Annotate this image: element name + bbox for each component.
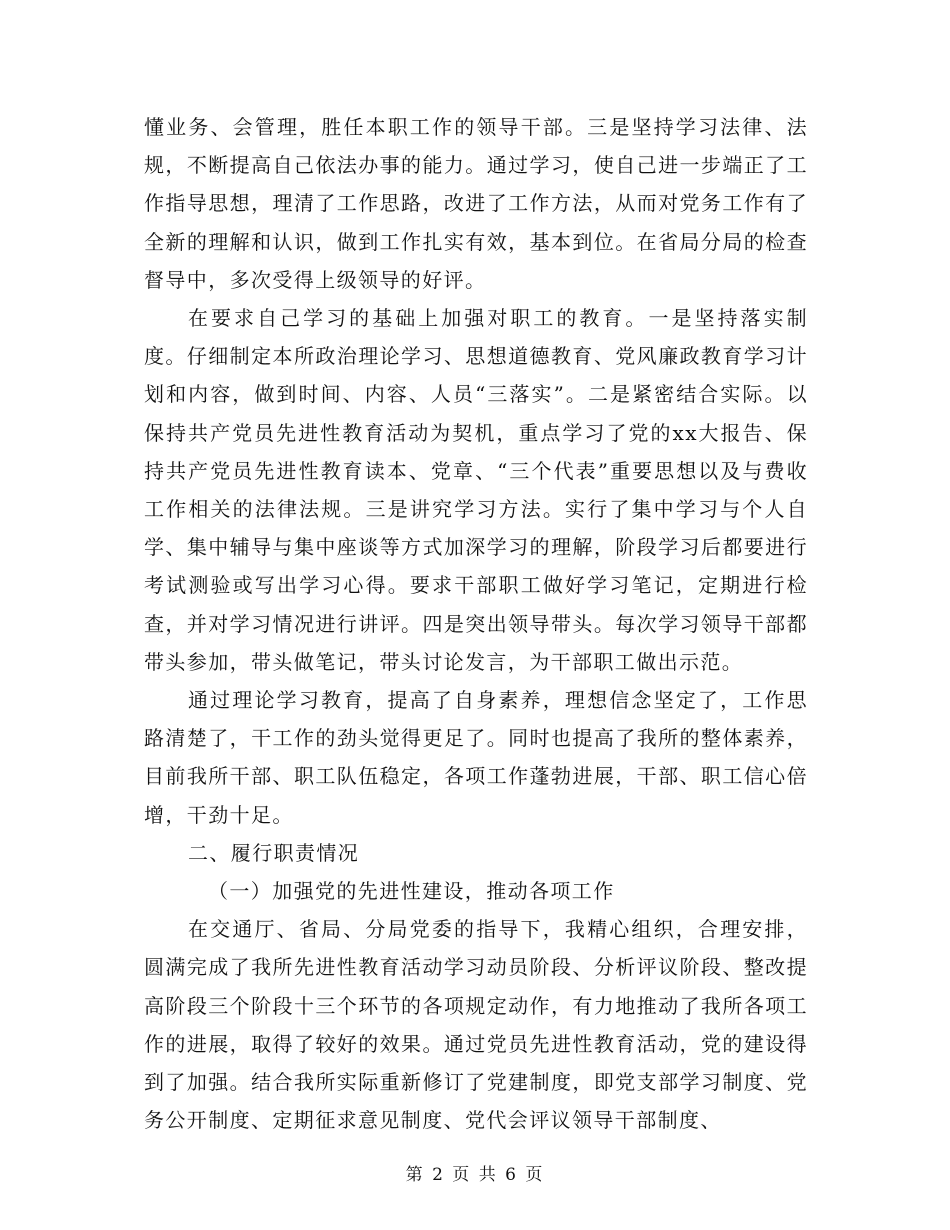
- page-number-footer: 第 2 页 共 6 页: [405, 1165, 545, 1185]
- document-body: [144, 108, 808, 1139]
- paragraph-1: 懂业务、会管理，胜任本职工作的领导干部。三是坚持学习法律、法规，不断提高自己依法办事的能力。通过学习，使自己进一步端正了工作指导思想，理清了工作思路，改进了工作方法，从而对党务工作有了全新的理解和认识，做到工作扎实有效，基本到位。在省局分局的检查督导中，多次受得上级领导的好评。: [144, 115, 808, 292]
- paragraph-4: 在交通厅、省局、分局党委的指导下，我精心组织，合理安排，圆满完成了我所先进性教育活动学习动员阶段、分析评议阶段、整改提高阶段三个阶段十三个环节的各项规定动作，有力地推动了我所各项工作的进展，取得了较好的效果。通过党员先进性教育活动，党的建设得到了加强。结合我所实际重新修订了党建制度，即党支部学习制度、党务公开制度、定期征求意见制度、党代会评议领导干部制度、: [144, 917, 808, 1133]
- subsection-heading: （一）加强党的先进性建设，推动各项工作: [208, 879, 615, 904]
- paragraph-2: 在要求自己学习的基础上加强对职工的教育。一是坚持落实制度。仔细制定本所政治理论学习、思想道德教育、党风廉政教育学习计划和内容，做到时间、内容、人员“三落实”。二是紧密结合实际。以保持共产党员先进性教育活动为契机，重点学习了党的xx大报告、保持共产党员先进性教育读本、党章、“三个代表”重要思想以及与费收工作相关的法律法规。三是讲究学习方法。实行了集中学习与个人自学、集中辅导与集中座谈等方式加深学习的理解，阶段学习后都要进行考试测验或写出学习心得。要求干部职工做好学习笔记，定期进行检查，并对学习情况进行讲评。四是突出领导带头。每次学习领导干部都带头参加，带头做笔记，带头讨论发言，为干部职工做出示范。: [144, 306, 808, 674]
- section-heading: 二、履行职责情况: [188, 840, 360, 865]
- paragraph-3: 通过理论学习教育，提高了自身素养，理想信念坚定了，工作思路清楚了，干工作的劲头觉得更足了。同时也提高了我所的整体素养，目前我所干部、职工队伍稳定，各项工作蓬勃进展，干部、职工信心倍增，干劲十足。: [144, 688, 808, 827]
